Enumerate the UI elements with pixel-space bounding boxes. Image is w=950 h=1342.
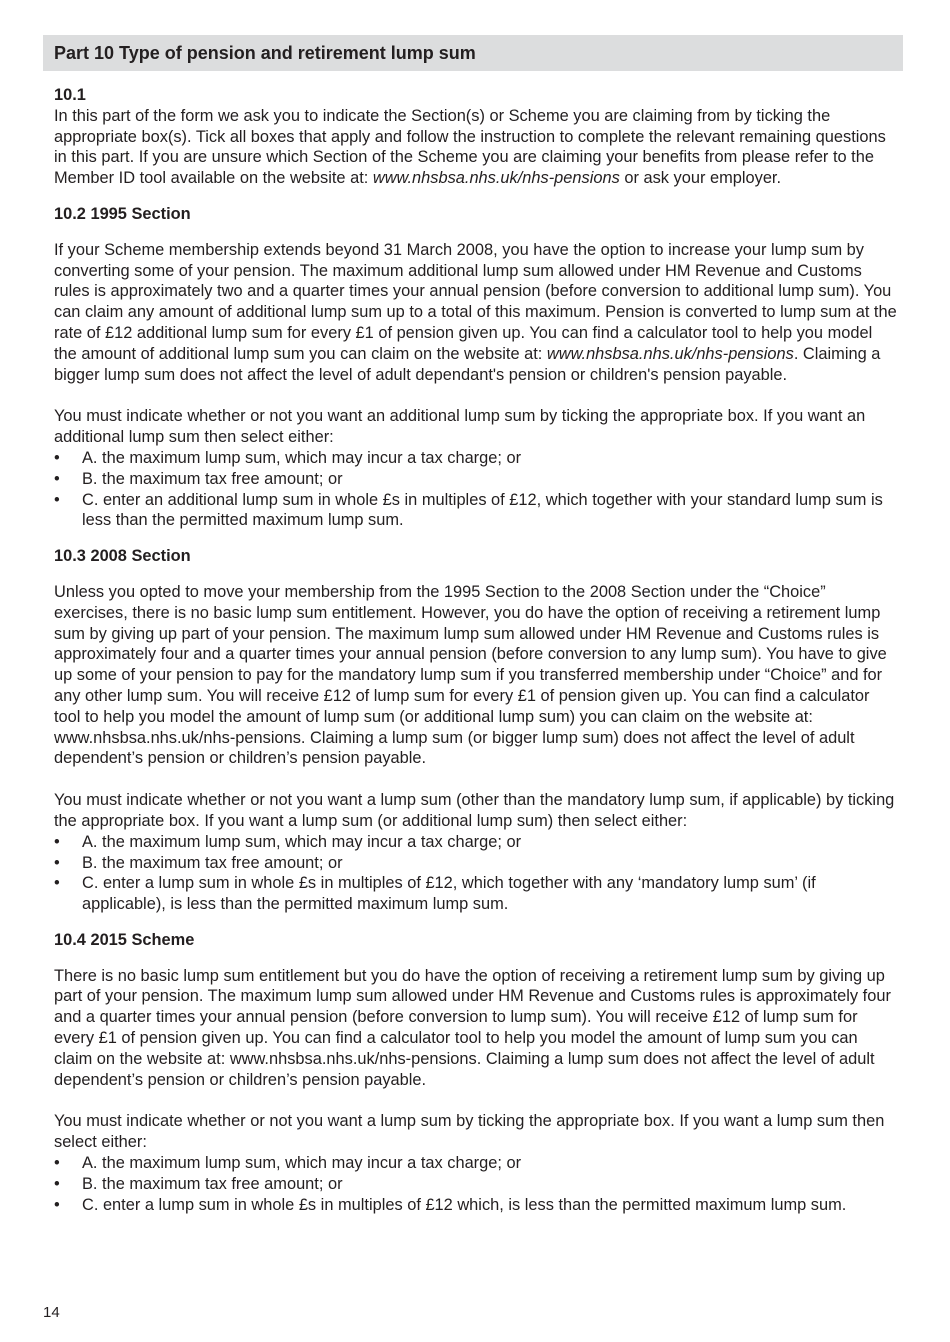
list-item: • B. the maximum tax free amount; or bbox=[54, 1174, 343, 1193]
list-item: • A. the maximum lump sum, which may incur a tax charge; or bbox=[54, 1154, 522, 1173]
page-number: 14 bbox=[43, 1304, 60, 1321]
bullet-icon: • bbox=[54, 448, 60, 467]
section-10-2-paragraph-1: If your Scheme membership extends beyond 31 March 2008, you have the option to increase your lump sum by converting some of your pension. The maximum additional lump sum allowed under HM Revenue and Customs rules is approximately two and a quarter times your annual pension (before conversion to additional lump sum). You can claim any amount of additional lump sum up to a total of this maximum. Pension is converted to lump sum at the rate of £12 additional lump sum for every £1 of pension given up. You can find a calculator tool to help you model the amount of additional lump sum you can claim on the website at: www.nhsbsa.nhs.uk/nhs-pensions. Claiming a bigger lump sum does not affect the level of adult dependant's pension or children's pension payable. bbox=[54, 240, 897, 384]
bullet-icon: • bbox=[54, 490, 60, 509]
section-10-4-paragraph-1: There is no basic lump sum entitlement but you do have the option of receiving a retirement lump sum by giving up part of your pension. The maximum lump sum allowed under HM Revenue and Customs rules is approximately four and a quarter times your annual pension (before conversion to lump sum). You will receive £12 of lump sum for every £1 of pension given up. You can find a calculator tool to help you model the amount of lump sum you can claim on the website at: www.nhsbsa.nhs.uk/nhs-pensions. Claiming a lump sum does not affect the level of adult dependent’s pension or children’s pension payable. bbox=[54, 966, 891, 1089]
bullet-icon: • bbox=[54, 1195, 60, 1214]
part-title: Part 10 Type of pension and retirement lump sum bbox=[54, 43, 476, 63]
section-10-2-heading: 10.2 1995 Section bbox=[54, 204, 191, 223]
section-10-4-heading: 10.4 2015 Scheme bbox=[54, 930, 195, 949]
section-10-2-options bbox=[54, 448, 899, 531]
section-10-3-paragraph-2: You must indicate whether or not you want a lump sum (other than the mandatory lump sum, if applicable) by ticking the appropriate box. If you want a lump sum (or additional lump sum) then select either: bbox=[54, 791, 895, 830]
bullet-icon: • bbox=[54, 1174, 60, 1193]
bullet-icon: • bbox=[54, 1154, 60, 1173]
list-item: • A. the maximum lump sum, which may incur a tax charge; or bbox=[54, 448, 522, 467]
form-content bbox=[54, 85, 899, 1215]
list-item: • B. the maximum tax free amount; or bbox=[54, 853, 343, 872]
bullet-icon: • bbox=[54, 832, 60, 851]
part-10-header bbox=[43, 35, 903, 71]
list-item: • C. enter an additional lump sum in whole £s in multiples of £12, which together with your standard lump sum is less than the permitted maximum lump sum. bbox=[54, 490, 883, 530]
calculator-website-link: www.nhsbsa.nhs.uk/nhs-pensions bbox=[546, 344, 794, 363]
section-10-1-text: In this part of the form we ask you to indicate the Section(s) or Scheme you are claiming from by ticking the appropriate box(s). Tick all boxes that apply and follow the instruction to complete the relevant remaining questions in this part. If you are unsure which Section of the Scheme you are claiming your benefits from please refer to the Member ID tool available on the website at: www.nhsbsa.nhs.uk/nhs-pensions or ask your employer. bbox=[54, 106, 886, 188]
section-10-3-options bbox=[54, 832, 899, 915]
section-10-4-options bbox=[54, 1153, 899, 1215]
section-10-3-heading: 10.3 2008 Section bbox=[54, 547, 191, 566]
section-10-4-paragraph-2: You must indicate whether or not you want a lump sum by ticking the appropriate box. If you want a lump sum then select either: bbox=[54, 1112, 885, 1152]
list-item: • B. the maximum tax free amount; or bbox=[54, 469, 343, 488]
section-10-2-paragraph-2: You must indicate whether or not you want an additional lump sum by ticking the appropriate box. If you want an additional lump sum then select either: bbox=[54, 407, 866, 447]
list-item: • C. enter a lump sum in whole £s in multiples of £12 which, is less than the permitted maximum lump sum. bbox=[54, 1195, 847, 1214]
list-item: • C. enter a lump sum in whole £s in multiples of £12, which together with any ‘mandatory lump sum’ (if applicable), is less than the permitted maximum lump sum. bbox=[54, 874, 816, 914]
list-item: • A. the maximum lump sum, which may incur a tax charge; or bbox=[54, 832, 522, 851]
bullet-icon: • bbox=[54, 874, 60, 893]
bullet-icon: • bbox=[54, 853, 60, 872]
member-id-website-link: www.nhsbsa.nhs.uk/nhs-pensions bbox=[372, 169, 620, 188]
section-10-3-paragraph-1: Unless you opted to move your membership from the 1995 Section to the 2008 Section under the “Choice” exercises, there is no basic lump sum entitlement. However, you do have the option of receiving a retirement lump sum by giving up part of your pension. The maximum lump sum allowed under HM Revenue and Customs rules is approximately four and a quarter times your annual pension (before conversion to any lump sum). You have to give up some of your pension to pay for the mandatory lump sum if you transferred membership under “Choice” and for any other lump sum. You will receive £12 of lump sum for every £1 of pension given up. You can find a calculator tool to help you model the amount of lump sum (or additional lump sum) you can claim on the website at: www.nhsbsa.nhs.uk/nhs-pensions. Claiming a lump sum (or bigger lump sum) does not affect the level of adult dependent’s pension or children’s pension payable. bbox=[54, 582, 887, 768]
section-10-1-heading: 10.1 bbox=[54, 86, 86, 104]
bullet-icon: • bbox=[54, 469, 60, 488]
